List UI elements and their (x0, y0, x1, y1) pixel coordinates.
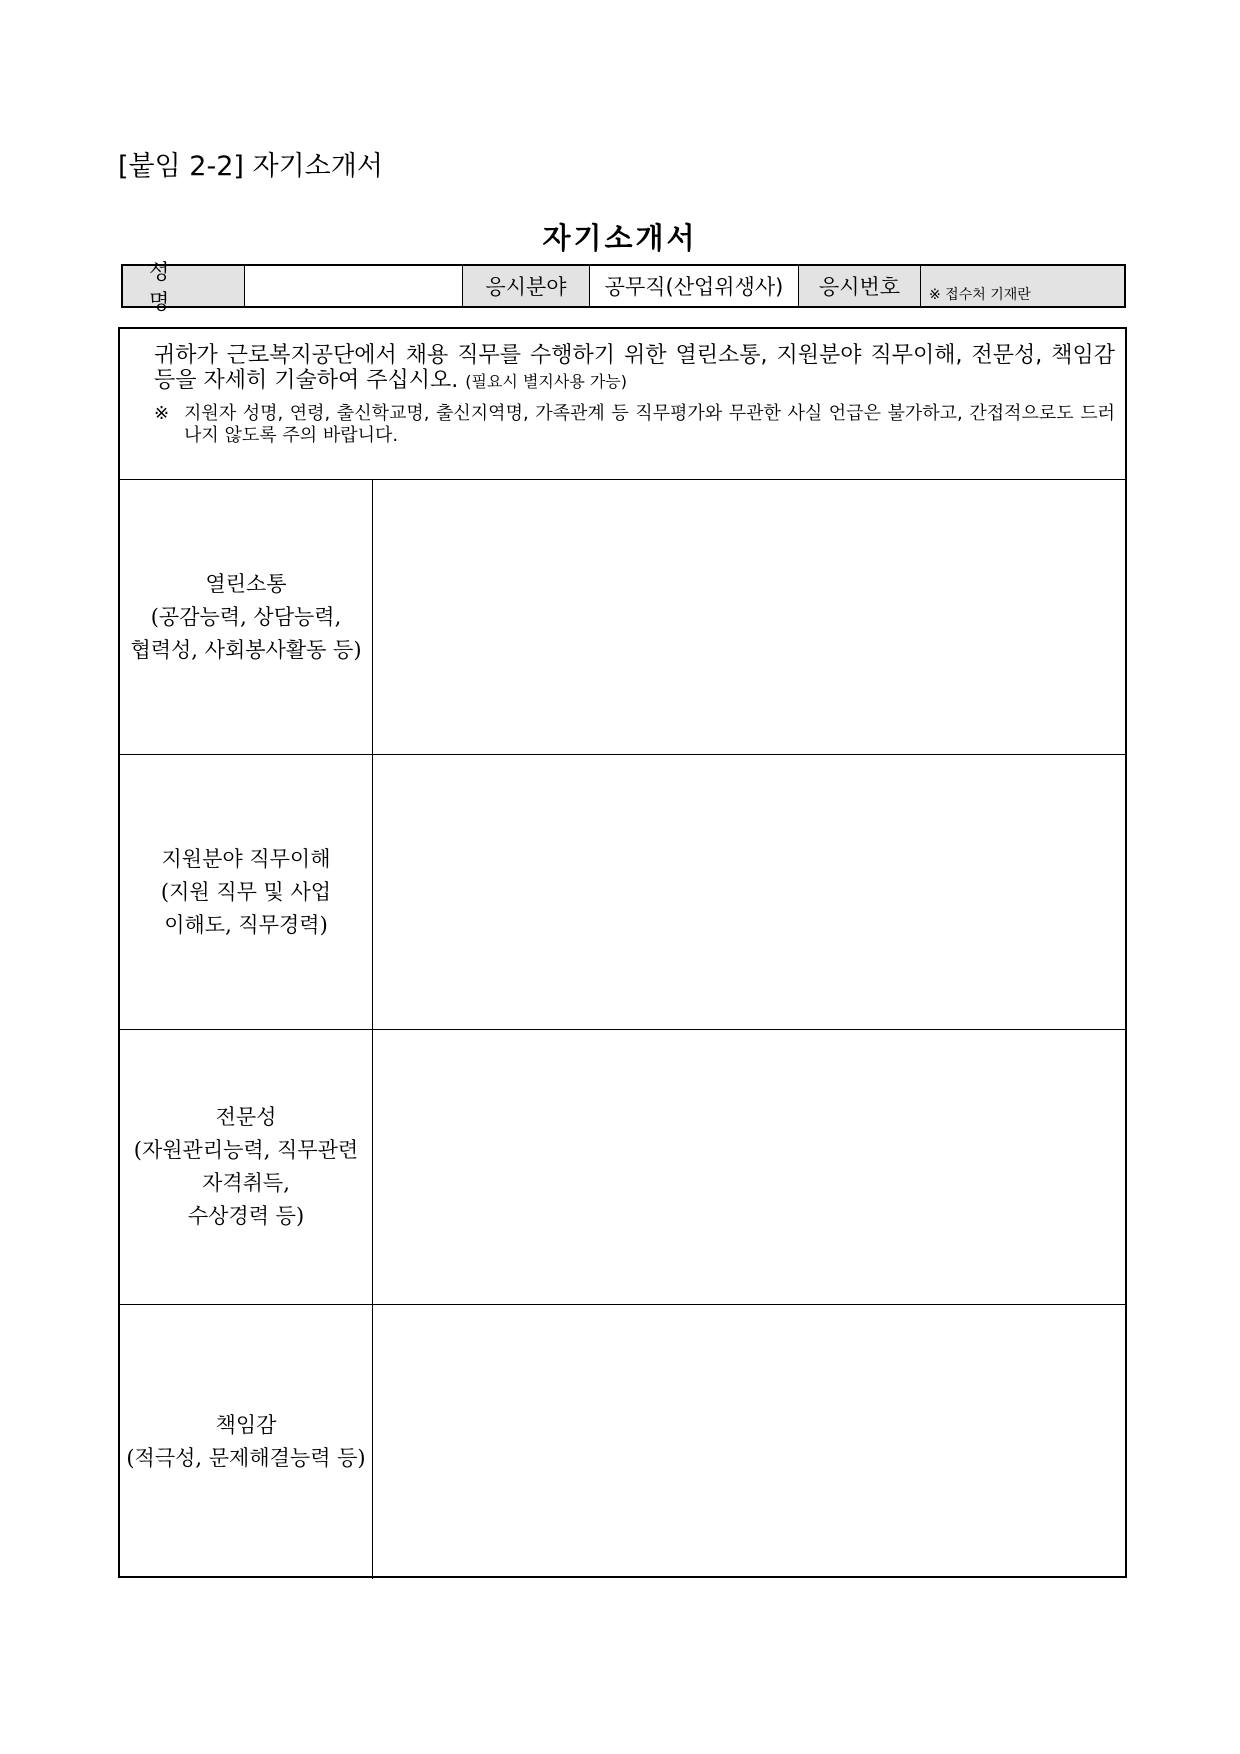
section-label-expertise (120, 1030, 373, 1304)
section-label-line: 전문성 (215, 1105, 277, 1129)
self-introduction-table (118, 327, 1127, 1578)
section-label-line: (자원관리능력, 직무관련 (133, 1138, 359, 1162)
applicant-info-table (121, 260, 1126, 314)
section-label-line: 수상경력 등) (187, 1204, 305, 1228)
answer-field-communication[interactable] (373, 480, 1125, 754)
section-label-line: 자격취득, (202, 1171, 290, 1195)
attachment-label: [붙임 2-2] 자기소개서 (118, 151, 383, 182)
exam-number-label: 응시번호 (799, 266, 921, 306)
exam-number-note: ※ 접수처 기재란 (929, 287, 1031, 303)
section-label-line: 협력성, 사회봉사활동 등) (130, 637, 362, 662)
answer-field-job-understanding[interactable] (373, 755, 1125, 1029)
section-label-job-understanding (120, 755, 373, 1029)
instructions-small-note: (필요시 별지사용 가능) (465, 372, 628, 391)
instructions-main (154, 343, 1115, 394)
section-label-line: 열린소통 (205, 571, 287, 596)
field-label: 응시분야 (463, 266, 590, 306)
section-label-line: (지원 직무 및 사업 (160, 879, 332, 904)
section-label-line: 지원분야 직무이해 (161, 846, 331, 871)
section-label-line: 이해도, 직무경력) (164, 912, 328, 937)
instructions-main-text: 귀하가 근로복지공단에서 채용 직무를 수행하기 위한 열린소통, 지원분야 직무이해, 전문성, 책임감 등을 자세히 기술하여 주십시오. (154, 343, 1115, 393)
document-title: 자기소개서 (542, 221, 698, 255)
section-row-responsibility (120, 1305, 1125, 1579)
section-label-communication (120, 480, 373, 754)
reference-mark-icon: ※ (154, 403, 170, 424)
name-label: 성 명 (123, 266, 245, 306)
field-value: 공무직(산업위생사) (590, 266, 799, 306)
section-label-line: 책임감 (215, 1413, 277, 1437)
instructions-note (154, 403, 1115, 447)
instructions-note-text: 지원자 성명, 연령, 출신학교명, 출신지역명, 가족관계 등 직무평가와 무관한 사실 언급은 불가하고, 간접적으로도 드러나지 않도록 주의 바랍니다. (184, 403, 1115, 446)
section-label-line: (공감능력, 상담능력, (150, 604, 342, 629)
exam-number-field[interactable] (921, 266, 1124, 306)
section-row-job-understanding (120, 755, 1125, 1030)
answer-field-responsibility[interactable] (373, 1305, 1125, 1579)
name-field[interactable] (245, 266, 463, 306)
answer-field-expertise[interactable] (373, 1030, 1125, 1304)
instructions-box (120, 329, 1125, 480)
section-row-expertise (120, 1030, 1125, 1305)
section-label-responsibility (120, 1305, 373, 1579)
section-label-line: (적극성, 문제해결능력 등) (126, 1446, 366, 1470)
section-row-communication (120, 480, 1125, 755)
